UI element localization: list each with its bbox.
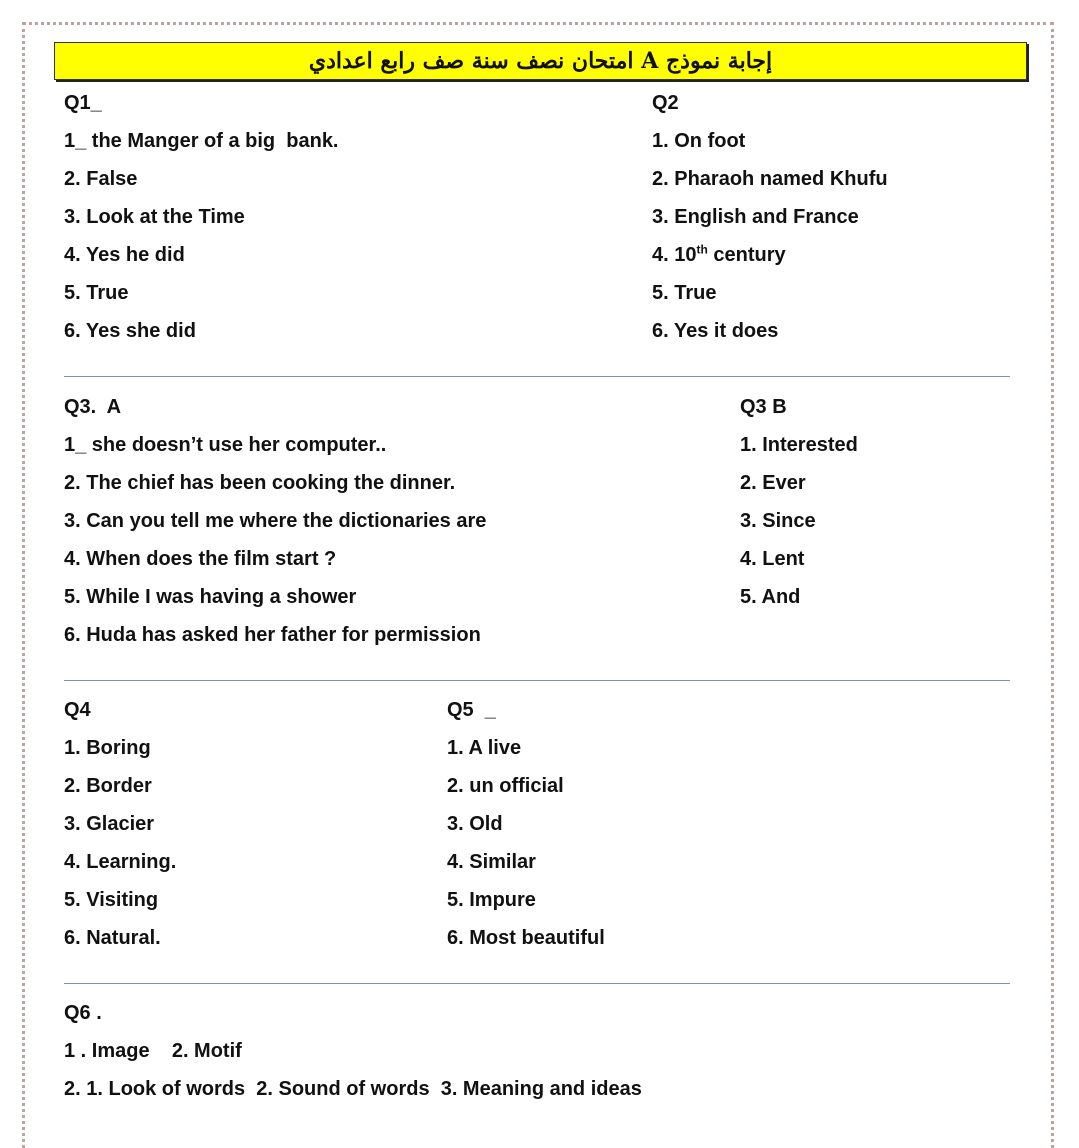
q1-item: 5. True	[64, 282, 129, 304]
q1-item: 4. Yes he did	[64, 244, 185, 266]
q1-item: 2. False	[64, 168, 138, 190]
q5-section	[447, 691, 605, 957]
q3b-item: 2. Ever	[740, 472, 806, 494]
q4-item: 2. Border	[64, 775, 152, 797]
divider	[64, 680, 1010, 681]
q1-item: 3. Look at the Time	[64, 206, 245, 228]
q3b-heading: Q3 B	[740, 396, 787, 418]
q3b-item: 4. Lent	[740, 548, 805, 570]
q3b-item: 1. Interested	[740, 434, 858, 456]
q3a-item: 2. The chief has been cooking the dinner.	[64, 472, 456, 494]
q4-item: 6. Natural.	[64, 927, 161, 949]
q6-item: 2. 1. Look of words 2. Sound of words 3. Meaning and ideas	[64, 1078, 642, 1100]
q4-heading: Q4	[64, 699, 91, 721]
q2-item: 3. English and France	[652, 206, 859, 228]
q1-section	[64, 84, 339, 350]
q6-heading: Q6 .	[64, 1002, 102, 1024]
q2-item: 2. Pharaoh named Khufu	[652, 168, 888, 190]
q3b-item: 3. Since	[740, 510, 816, 532]
q3a-item: 5. While I was having a shower	[64, 586, 357, 608]
q2-item4-rest: century	[707, 244, 786, 266]
divider	[64, 376, 1010, 377]
q5-item: 3. Old	[447, 813, 503, 835]
q3b-item: 5. And	[740, 586, 801, 608]
q5-item: 6. Most beautiful	[447, 927, 605, 949]
q3a-section	[64, 388, 486, 654]
q5-item: 1. A live	[447, 737, 522, 759]
q5-item: 5. Impure	[447, 889, 536, 911]
q3a-item: 3. Can you tell me where the dictionaries are	[64, 510, 487, 532]
q2-item: 6. Yes it does	[652, 320, 779, 342]
q1-item: 1_ the Manger of a big bank.	[64, 130, 339, 152]
q1-heading: Q1_	[64, 92, 102, 114]
q5-item: 2. un official	[447, 775, 564, 797]
superscript: th	[696, 242, 708, 257]
q6-item: 1 . Image 2. Motif	[64, 1040, 242, 1062]
q2-heading: Q2	[652, 92, 679, 114]
q5-item: 4. Similar	[447, 851, 536, 873]
q3b-section	[740, 388, 858, 616]
q3a-item: 4. When does the film start ?	[64, 548, 337, 570]
q3a-item: 1_ she doesn’t use her computer..	[64, 434, 387, 456]
q4-section	[64, 691, 176, 957]
q6-section	[64, 994, 642, 1108]
q2-section	[652, 84, 888, 350]
q2-item	[652, 236, 888, 274]
title-banner: إجابة نموذج A امتحان نصف سنة صف رابع اعدادي	[54, 42, 1027, 80]
q2-item: 1. On foot	[652, 130, 746, 152]
q3a-item: 6. Huda has asked her father for permission	[64, 624, 481, 646]
q4-item: 5. Visiting	[64, 889, 159, 911]
q2-item4-text: 4. 10	[652, 244, 697, 266]
q4-item: 1. Boring	[64, 737, 151, 759]
q2-item: 5. True	[652, 282, 717, 304]
divider	[64, 983, 1010, 984]
q1-item: 6. Yes she did	[64, 320, 196, 342]
q5-heading: Q5 _	[447, 699, 496, 721]
q3a-heading: Q3. A	[64, 396, 122, 418]
q4-item: 4. Learning.	[64, 851, 177, 873]
q4-item: 3. Glacier	[64, 813, 155, 835]
